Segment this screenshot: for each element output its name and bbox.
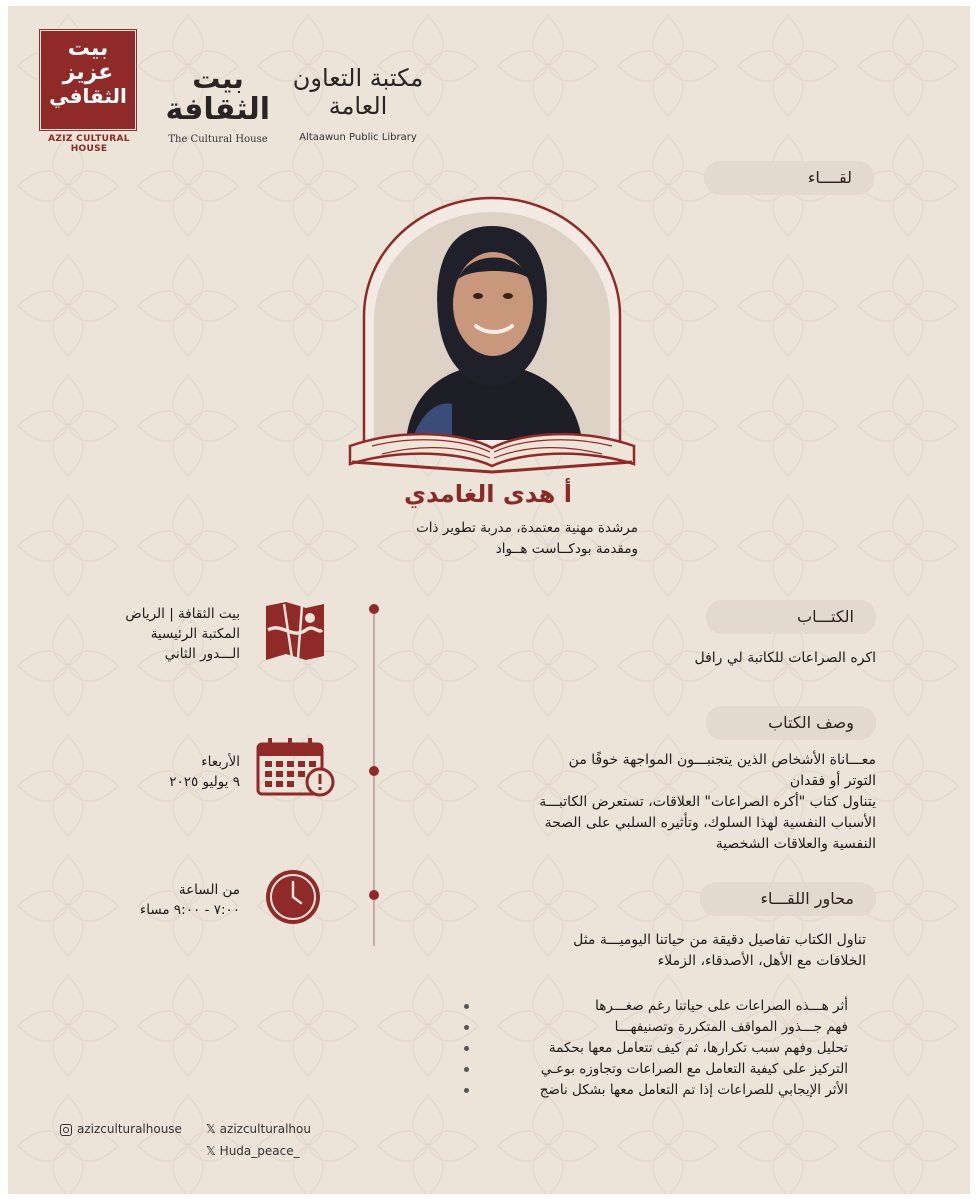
speaker-title [308, 518, 638, 560]
book-description-line3: يتناول كتاب "أكره الصراعات" العلاقات، تستعرض الكاتبـــة [539, 794, 876, 810]
date-line2: ٩ يوليو ٢٠٢٥ [169, 774, 240, 790]
bayt-logo-line2: الثقافة [165, 92, 270, 127]
instagram-icon [60, 1124, 72, 1136]
timeline-dot [369, 604, 379, 614]
library-logo-line1: مكتبة التعاون [292, 64, 424, 92]
book-heading: الكتـــاب [797, 607, 854, 626]
x-handle-1-text: azizculturalhou [219, 1122, 311, 1136]
instagram-handle[interactable] [60, 1122, 182, 1136]
bayt-logo [166, 64, 270, 126]
book-title: اكره الصراعات للكاتبة لي رافل [694, 650, 876, 666]
time-line1: من الساعة [178, 882, 240, 898]
aziz-logo-line3: الثقافي [49, 84, 127, 108]
list-item: التركيز على كيفية التعامل مع الصراعات وتجاوزه بوعـي [478, 1059, 848, 1080]
book-description-line2: التوتر أو فقدان [789, 773, 876, 789]
x-handle-2-text: Huda_peace_ [219, 1144, 300, 1158]
aziz-logo-line1: بيت [67, 36, 109, 61]
list-item: الأثر الإيجابي للصراعات إذا تم التعامل معها بشكل ناضج [478, 1080, 848, 1101]
timeline-dot [369, 890, 379, 900]
time-info [68, 880, 240, 920]
book-description-heading: وصف الكتاب [768, 713, 854, 732]
library-logo-line2: العامة [328, 92, 388, 120]
aziz-logo [38, 28, 138, 132]
speaker-name: أ هدى الغامدي [404, 480, 572, 508]
topics-heading-pill [700, 882, 876, 916]
map-icon [262, 600, 328, 662]
event-type-label: لقــــاء [807, 168, 852, 187]
topics-intro [448, 930, 866, 972]
date-line1: الأربعاء [201, 754, 240, 770]
topics-intro-line1: تناول الكتاب تفاصيل دقيقة من حياتنا اليوميـــة مثل [573, 932, 866, 948]
library-logo [288, 64, 428, 120]
list-item: أثر هـــذه الصراعات على حياتنا رغم صغـــرها [478, 996, 848, 1017]
speaker-title-line1: مرشدة مهنية معتمدة، مدربة تطوير ذات [416, 520, 638, 536]
calendar-icon [256, 736, 336, 798]
aziz-logo-line2: عزيز [62, 60, 114, 85]
bayt-logo-line1: بيت [192, 62, 244, 95]
instagram-handle-text: azizculturalhouse [77, 1122, 182, 1136]
x-icon: 𝕏 [206, 1144, 216, 1158]
x-handle-2[interactable] [206, 1144, 300, 1158]
list-item: فهم جـــذور المواقف المتكررة وتصنيفهـــا [478, 1017, 848, 1038]
clock-icon [264, 868, 322, 926]
location-info [68, 604, 240, 664]
book-description-line4: الأسباب النفسية لهذا السلوك، وتأثيره السلبي على الصحة [544, 815, 876, 831]
time-line2: ٧:٠٠ - ٩:٠٠ مساء [139, 902, 240, 918]
location-line3: الـــدور الثاني [164, 646, 240, 662]
location-line2: المكتبة الرئيسية [150, 626, 240, 642]
list-item: تحليل وفهم سبب تكرارها، ثم كيف تتعامل معها بحكمة [478, 1038, 848, 1059]
location-line1: بيت الثقافة | الرياض [125, 606, 240, 622]
speaker-title-line2: ومقدمة بودكــاست هــواد [495, 541, 638, 557]
bayt-logo-caption: The Cultural House [168, 134, 268, 145]
topics-list [478, 996, 848, 1101]
speaker-portrait [342, 196, 642, 476]
book-description-line1: معـــاناة الأشخاص الذين يتجنبـــون المواجهة خوفًا من [568, 752, 876, 768]
event-type-pill [704, 161, 874, 195]
timeline-dot [369, 766, 379, 776]
topics-intro-line2: الخلافات مع الأهل، الأصدقاء، الزملاء [657, 953, 866, 969]
x-handle-1[interactable] [206, 1122, 311, 1136]
x-icon: 𝕏 [206, 1122, 216, 1136]
book-description-text [448, 750, 876, 855]
aziz-logo-caption: AZIZ CULTURAL HOUSE [48, 134, 130, 154]
book-description-pill [706, 706, 876, 740]
library-logo-caption: Altaawun Public Library [299, 132, 417, 143]
book-description-line5: النفسية والعلاقات الشخصية [715, 836, 876, 852]
topics-heading: محاور اللقـــاء [760, 889, 854, 908]
poster [8, 6, 970, 1194]
book-heading-pill [706, 600, 876, 634]
date-info [68, 752, 240, 792]
